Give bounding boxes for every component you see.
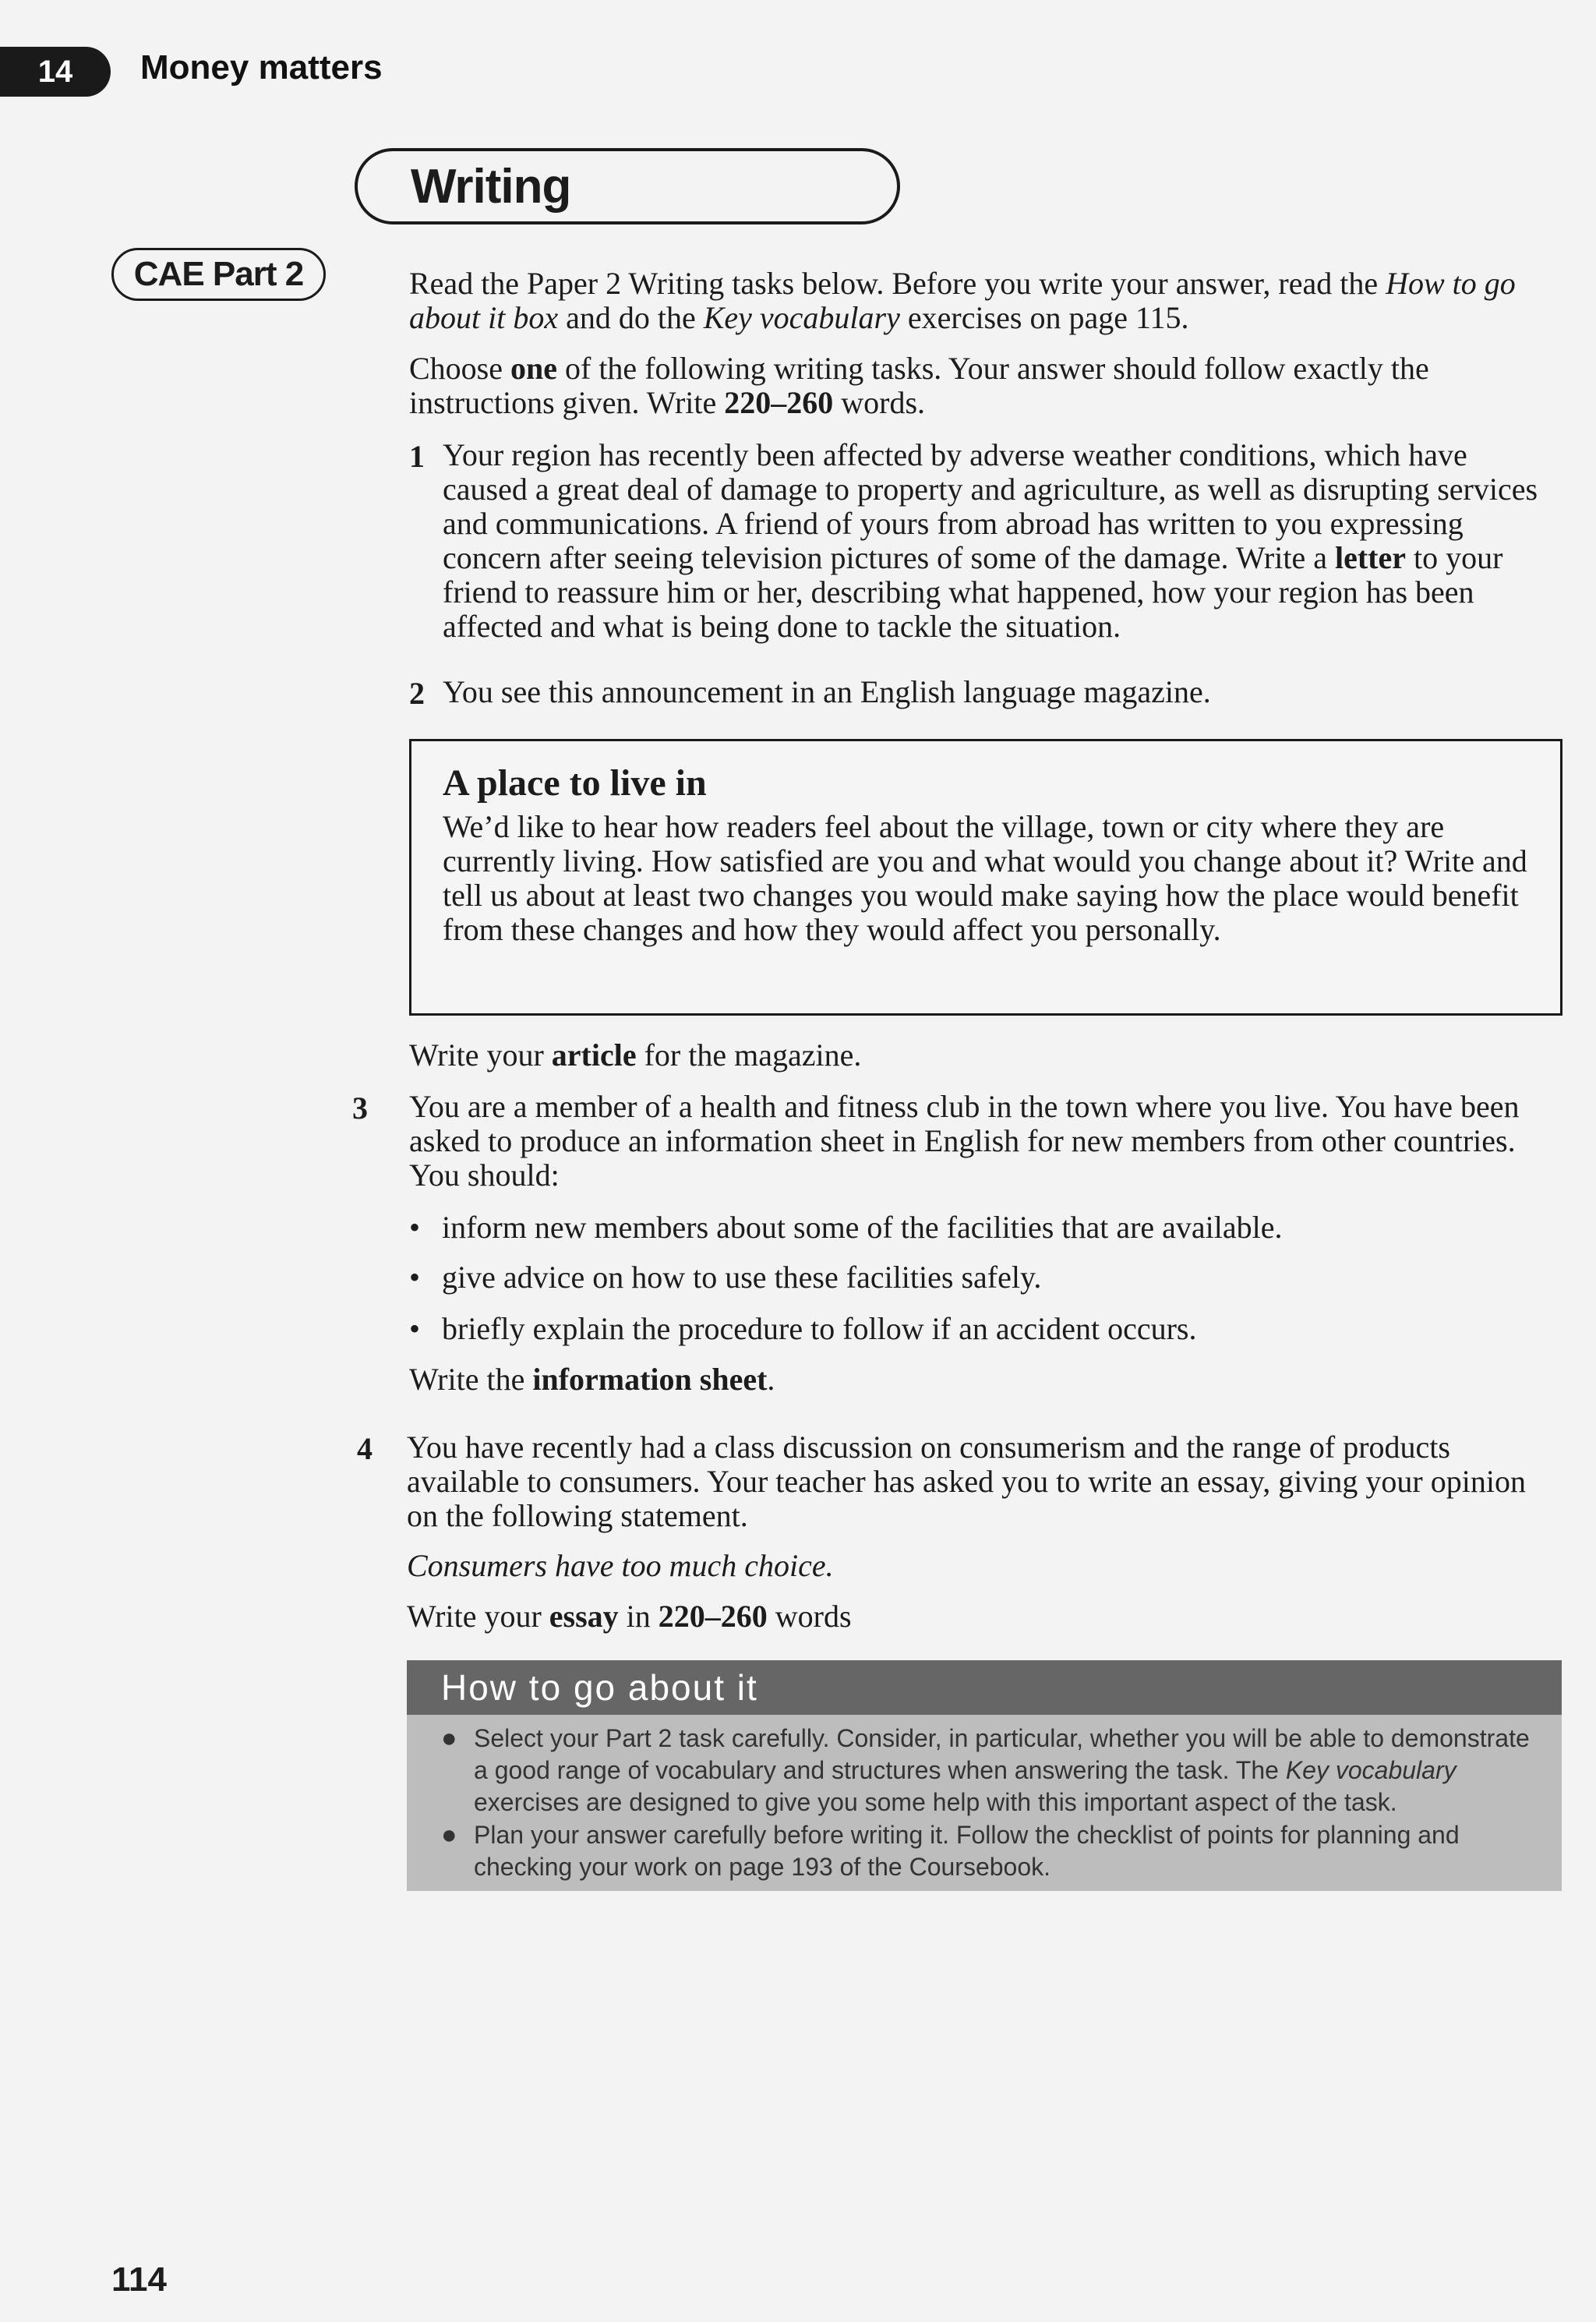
task-2-instruction: Write your article for the magazine. xyxy=(409,1037,862,1073)
intro-paragraph-1: Read the Paper 2 Writing tasks below. Before you write your answer, read the How to go about it box and do the Key vocabulary exercises on page 115. xyxy=(409,266,1516,335)
task-3-instruction: Write the information sheet. xyxy=(409,1362,775,1397)
how-to-panel xyxy=(407,1715,1562,1891)
task-number: 3 xyxy=(352,1090,368,1126)
task-4-instruction: Write your essay in 220–260 words xyxy=(407,1599,852,1634)
task-4-statement: Consumers have too much choice. xyxy=(407,1548,834,1583)
announcement-text: We’d like to hear how readers feel about the village, town or city where they are currently living. How satisfied are you and what would you change about it? Write and tell us about at least two changes you would make saying how the place would benefit from these changes and how they would affect you personally. xyxy=(443,809,1527,947)
section-title: Writing xyxy=(411,160,571,214)
part-label: CAE Part 2 xyxy=(111,248,326,301)
unit-number: 14 xyxy=(37,54,73,89)
unit-number-badge xyxy=(0,47,111,97)
how-to-item: ● Select your Part 2 task carefully. Consider, in particular, whether you will be able to demonstrate a good range of vocabulary and structures when answering the task. The Key vocabulary exercises are designed to give you some help with this important aspect of the task. xyxy=(441,1723,1530,1816)
how-to-heading: How to go about it xyxy=(407,1660,1562,1715)
announcement-box xyxy=(409,739,1562,1016)
task-3-bullet: • give advice on how to use these facilities safely. xyxy=(409,1260,1042,1295)
task-4-text: You have recently had a class discussion on consumerism and the range of products available to consumers. Your teacher has asked you to write an essay, giving your opinion on the following statement. xyxy=(407,1430,1526,1533)
intro-paragraph-2: Choose one of the following writing tasks. Your answer should follow exactly the instructions given. Write 220–260 words. xyxy=(409,351,1429,420)
task-2-text: You see this announcement in an English language magazine. xyxy=(443,674,1211,709)
unit-title: Money matters xyxy=(140,48,383,87)
task-number: 1 xyxy=(409,439,425,474)
task-3-bullet: • inform new members about some of the facilities that are available. xyxy=(409,1210,1283,1245)
task-3-text: You are a member of a health and fitness club in the town where you live. You have been asked to produce an information sheet in English for new members from other countries. You should: xyxy=(409,1089,1520,1193)
section-heading-frame xyxy=(355,148,900,224)
announcement-heading: A place to live in xyxy=(443,762,707,804)
task-1-text: Your region has recently been affected by adverse weather conditions, which have caused a great deal of damage to property and agriculture, as well as disrupting services and communications. A friend of yours from abroad has written to you expressing concern after seeing television pictures of some of the damage. Write a letter to your friend to reassure him or her, describing what happened, how your region has been affected and what is being done to tackle the situation. xyxy=(443,437,1538,644)
task-number: 2 xyxy=(409,676,425,711)
task-3-bullet: • briefly explain the procedure to follow if an accident occurs. xyxy=(409,1311,1197,1346)
page-number: 114 xyxy=(111,2260,167,2299)
task-number: 4 xyxy=(357,1431,373,1466)
how-to-item: ● Plan your answer carefully before writing it. Follow the checklist of points for planning and checking your work on page 193 of the Coursebook. xyxy=(441,1820,1460,1881)
